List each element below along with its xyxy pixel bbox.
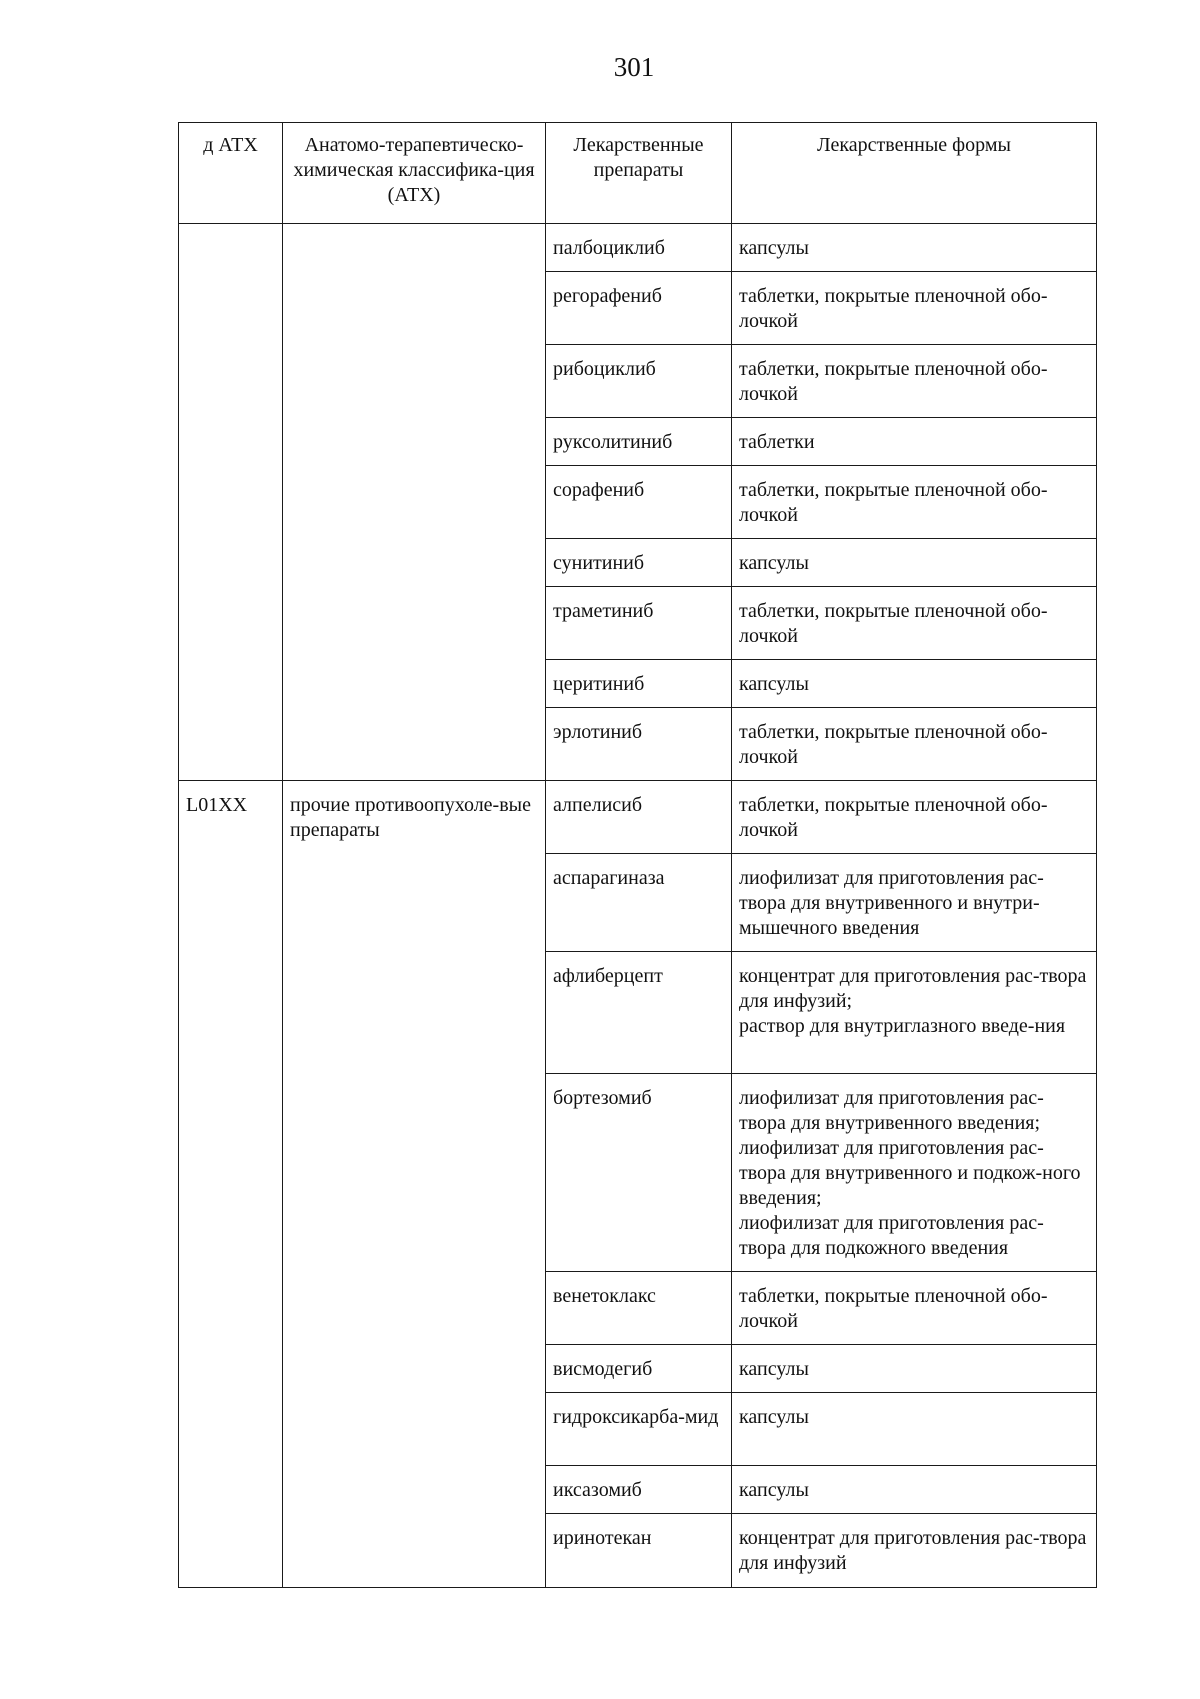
drug-name: сорафениб [546,466,732,539]
dosage-form: лиофилизат для приготовления рас-твора для внутривенного введения; лиофилизат для приготовления рас-твора для внутривенного и подкож-ного введения; лиофилизат для приготовления рас-твора для подкожного введения [732,1074,1097,1272]
drug-name: церитиниб [546,660,732,708]
drug-name: иринотекан [546,1514,732,1588]
table-header-row [179,123,1097,224]
table-row [179,224,1097,272]
drug-name: алпелисиб [546,781,732,854]
dosage-form: таблетки [732,418,1097,466]
dosage-form: капсулы [732,1466,1097,1514]
atx-code-cell [179,224,283,781]
dosage-form: капсулы [732,224,1097,272]
dosage-form: таблетки, покрытые пленочной обо-лочкой [732,272,1097,345]
atx-class-cell: прочие противоопухоле-вые препараты [283,781,546,1588]
dosage-form: таблетки, покрытые пленочной обо-лочкой [732,1272,1097,1345]
drug-name: сунитиниб [546,539,732,587]
drug-name: регорафениб [546,272,732,345]
header-atx-code: д АТХ [179,123,283,224]
drug-name: эрлотиниб [546,708,732,781]
dosage-form: таблетки, покрытые пленочной обо-лочкой [732,708,1097,781]
drug-name: иксазомиб [546,1466,732,1514]
dosage-form: капсулы [732,660,1097,708]
drug-name: траметиниб [546,587,732,660]
header-atx-classification: Анатомо-терапевтическо-химическая классифика-ция (АТХ) [283,123,546,224]
dosage-form: капсулы [732,539,1097,587]
dosage-form: концентрат для приготовления рас-твора для инфузий; раствор для внутриглазного введе-ния [732,952,1097,1074]
table-row [179,781,1097,854]
drug-name: руксолитиниб [546,418,732,466]
drug-name: аспарагиназа [546,854,732,952]
header-dosage-forms: Лекарственные формы [732,123,1097,224]
drug-name: висмодегиб [546,1345,732,1393]
header-drugs: Лекарственные препараты [546,123,732,224]
dosage-form: таблетки, покрытые пленочной обо-лочкой [732,466,1097,539]
dosage-form: капсулы [732,1345,1097,1393]
dosage-form: капсулы [732,1393,1097,1466]
dosage-form: таблетки, покрытые пленочной обо-лочкой [732,587,1097,660]
drug-name: бортезомиб [546,1074,732,1272]
atx-drug-table [178,122,1097,1588]
dosage-form: концентрат для приготовления рас-твора для инфузий [732,1514,1097,1588]
page-number: 301 [613,52,655,82]
atx-code-cell: L01XX [179,781,283,1588]
drug-name: гидроксикарба-мид [546,1393,732,1466]
drug-name: афлиберцепт [546,952,732,1074]
drug-name: венетоклакс [546,1272,732,1345]
atx-class-cell [283,224,546,781]
drug-name: рибоциклиб [546,345,732,418]
dosage-form: лиофилизат для приготовления рас-твора для внутривенного и внутри-мышечного введения [732,854,1097,952]
dosage-form: таблетки, покрытые пленочной обо-лочкой [732,345,1097,418]
dosage-form: таблетки, покрытые пленочной обо-лочкой [732,781,1097,854]
drug-name: палбоциклиб [546,224,732,272]
